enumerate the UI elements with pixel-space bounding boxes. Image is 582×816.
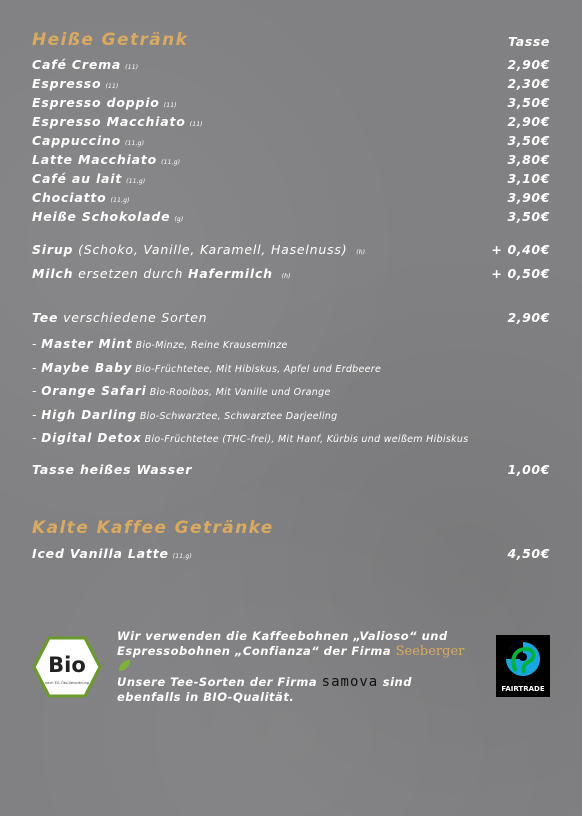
samova-logo: samova: [321, 674, 379, 690]
milch-price: + 0,50€: [491, 266, 550, 281]
tea-variety-desc: Bio-Schwarztee, Schwarztee Darjeeling: [139, 410, 338, 422]
tea-info-line3b: sind: [382, 675, 412, 689]
tea-variety-desc: Bio-Minze, Reine Krauseminze: [135, 340, 288, 351]
hot-item-price: 3,80€: [507, 152, 550, 167]
hot-item-note: (11): [163, 102, 177, 109]
hot-item-name: Café Crema: [32, 57, 122, 72]
hot-item: [32, 152, 550, 171]
tea-variety: [32, 408, 550, 426]
hot-item: [32, 57, 550, 76]
tea-variety: [32, 337, 550, 355]
tea-info: [117, 675, 477, 705]
coffee-info-line1: Wir verwenden die Kaffeebohnen „Valioso“ und: [117, 629, 448, 643]
tea-row: [32, 310, 550, 329]
hot-item-price: 3,50€: [507, 95, 550, 110]
hot-item-price: 2,30€: [507, 76, 550, 91]
hot-item-price: 3,50€: [507, 133, 550, 148]
cold-drinks-title: Kalte Kaffee Getränke: [32, 518, 274, 538]
milch-note: (h): [281, 273, 291, 280]
hot-item-note: (11,g): [161, 159, 181, 166]
hot-item-price: 3,10€: [507, 171, 550, 186]
sirup-note: (h): [356, 249, 366, 256]
tea-sub: verschiedene Sorten: [63, 310, 208, 325]
tea-variety-name: Orange Safari: [41, 384, 147, 398]
hot-item: [32, 209, 550, 228]
hot-item-name: Espresso doppio: [32, 95, 160, 110]
hot-item-note: (11): [125, 64, 139, 71]
hot-item-name: Heiße Schokolade: [32, 209, 171, 224]
tea-variety: [32, 384, 550, 402]
coffee-info-line2: Espressobohnen „Confianza“ der Firma: [117, 644, 392, 658]
hot-item-price: 2,90€: [507, 114, 550, 129]
water-row: [32, 462, 550, 481]
tea-variety-name: Maybe Baby: [41, 360, 133, 375]
milch-mid: ersetzen durch: [78, 266, 184, 281]
bio-logo-sub: nach EG-Öko-Verordnung: [44, 681, 90, 685]
cup-column-label: Tasse: [508, 34, 550, 49]
hot-item-name: Espresso Macchiato: [32, 114, 186, 129]
seeberger-logo: Seeberger: [395, 644, 465, 659]
hot-item-name: Café au lait: [32, 171, 123, 186]
hot-item-note: (g): [174, 216, 184, 223]
tea-info-line3: Unsere Tee-Sorten der Firma: [117, 675, 318, 689]
hot-item-note: (11,g): [126, 178, 146, 185]
hot-item: [32, 114, 550, 133]
hot-item-price: 3,50€: [507, 209, 550, 224]
hot-item: [32, 171, 550, 190]
cold-item-note: (11,g): [172, 553, 192, 560]
hot-item-note: (11): [105, 83, 119, 90]
sirup-name: Sirup: [32, 242, 74, 257]
tea-variety: [32, 431, 550, 449]
hot-item-name: Latte Macchiato: [32, 152, 158, 167]
hot-item-note: (11,g): [110, 197, 130, 204]
tea-price: 2,90€: [507, 310, 550, 325]
hot-item-name: Espresso: [32, 76, 102, 91]
tea-variety-dash: -: [32, 337, 38, 351]
cold-item-price: 4,50€: [507, 546, 550, 561]
hot-item-price: 3,90€: [507, 190, 550, 205]
hot-drinks-title: Heiße Getränk: [32, 30, 189, 50]
tea-info-line4: ebenfalls in BIO-Qualität.: [117, 690, 295, 704]
water-price: 1,00€: [507, 462, 550, 477]
hot-item-price: 2,90€: [507, 57, 550, 72]
hot-item-name: Cappuccino: [32, 133, 121, 148]
tea-variety-name: Master Mint: [41, 337, 133, 351]
sirup-row: [32, 242, 550, 261]
hot-item: [32, 95, 550, 114]
tea-variety-name: Digital Detox: [41, 431, 142, 445]
cold-item-name: Iced Vanilla Latte: [32, 546, 169, 561]
hot-item-note: (11): [189, 121, 203, 128]
water-name: Tasse heißes Wasser: [32, 462, 193, 477]
tea-variety-dash: -: [32, 407, 38, 422]
coffee-info: [117, 629, 477, 677]
tea-name: Tee: [32, 310, 59, 325]
hot-item-note: (11,g): [125, 140, 145, 147]
tea-variety-dash: -: [32, 384, 38, 398]
hot-item: [32, 76, 550, 95]
fairtrade-logo: [496, 635, 550, 697]
milch-name: Milch: [32, 266, 74, 281]
cold-item: [32, 546, 550, 565]
hot-item: [32, 133, 550, 152]
sirup-price: + 0,40€: [491, 242, 550, 257]
milch-row: [32, 266, 550, 285]
sirup-options: (Schoko, Vanille, Karamell, Haselnuss): [78, 242, 348, 257]
tea-variety-dash: -: [32, 431, 38, 445]
tea-variety-desc: Bio-Früchtetee (THC-frei), Mit Hanf, Kürbis und weißem Hibiskus: [144, 434, 469, 445]
bio-logo-text: Bio: [48, 653, 86, 677]
tea-variety-desc: Bio-Früchtetee, Mit Hibiskus, Apfel und Erdbeere: [135, 363, 382, 375]
hafermilch-name: Hafermilch: [187, 266, 273, 281]
bio-logo: [32, 636, 102, 698]
fairtrade-text: FAIRTRADE: [501, 685, 545, 693]
tea-variety-desc: Bio-Rooibos, Mit Vanille und Orange: [149, 387, 331, 398]
tea-variety-name: High Darling: [41, 407, 137, 422]
tea-variety-dash: -: [32, 360, 38, 375]
hot-item: [32, 190, 550, 209]
tea-variety: [32, 361, 550, 379]
hot-item-name: Chociatto: [32, 190, 107, 205]
